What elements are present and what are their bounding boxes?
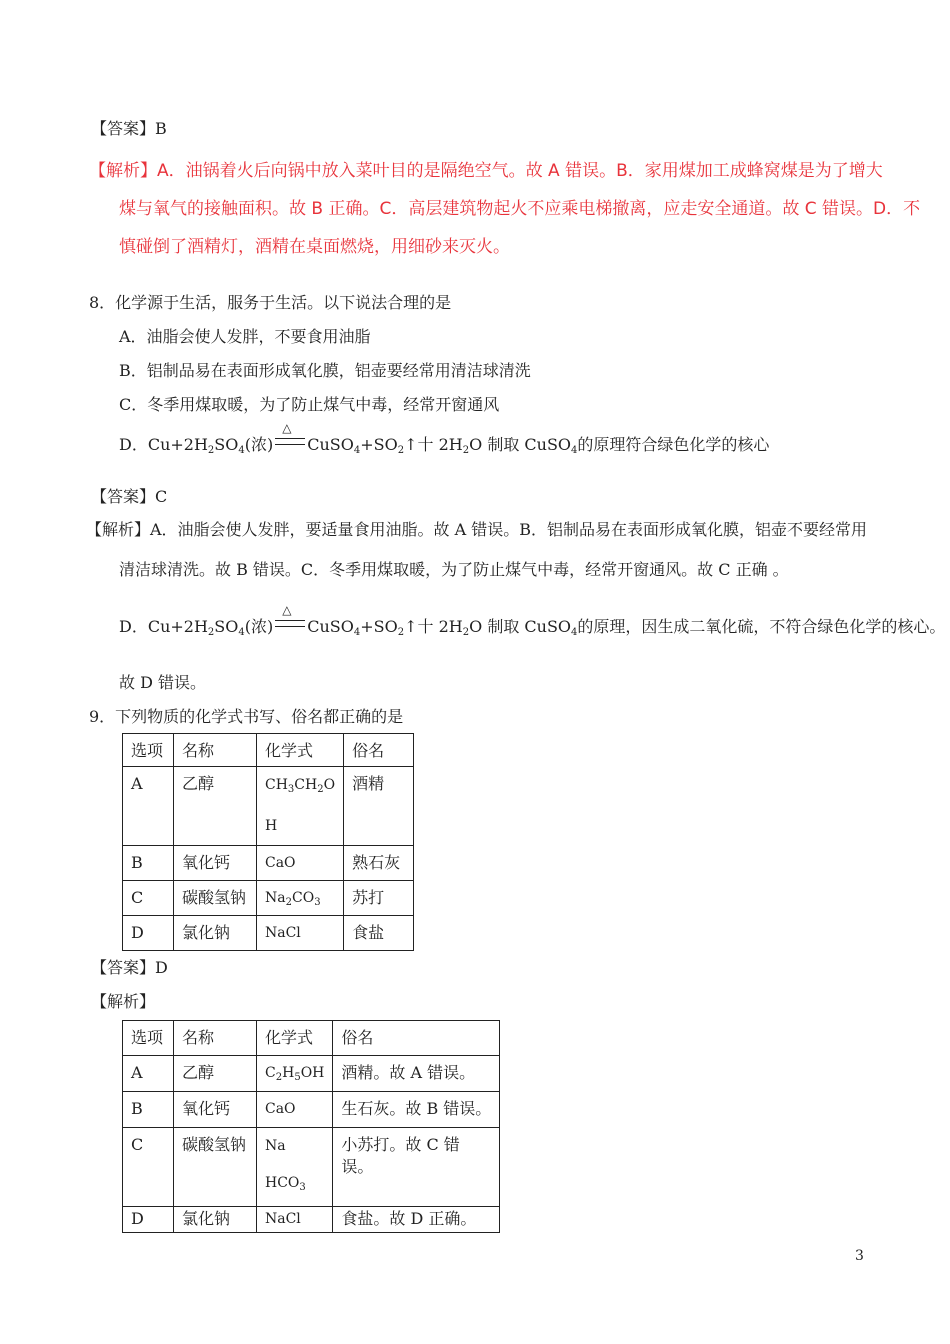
table-row: C 碳酸氢钠 $Na_2CO_3$ 苏打	[123, 881, 414, 916]
q7-answer: 【答案】B	[91, 119, 167, 138]
table-row: D 氯化钠 NaCl 食盐	[123, 916, 414, 951]
page-number: 3	[855, 1248, 864, 1264]
heating-condition-symbol: △	[273, 434, 307, 450]
heating-condition-symbol: △	[273, 616, 307, 632]
table-row: C 碳酸氢钠 Na $HCO_3$ 小苏打。故 C 错误。	[123, 1128, 500, 1207]
q7-analysis-line-2: 煤与氧气的接触面积。故 B 正确。C．高层建筑物起火不应乘电梯撤离，应走安全通道。故 C 错误。D．不	[119, 199, 921, 219]
q8-option-b: B．铝制品易在表面形成氧化膜，铝壶要经常用清洁球清洗	[119, 361, 531, 380]
table-row: A 乙醇 $C_2H_5OH$ 酒精。故 A 错误。	[123, 1056, 500, 1092]
q8-option-c: C．冬季用煤取暖，为了防止煤气中毒，经常开窗通风	[119, 395, 500, 414]
q9-analysis-label: 【解析】	[91, 992, 156, 1011]
q9-answer: 【答案】D	[91, 958, 168, 977]
q9-stem: 9．下列物质的化学式书写、俗名都正确的是	[89, 707, 404, 726]
q8-option-d: D．$Cu+2H_2SO_4$(浓) △ $CuSO_4+SO_2↑$十 $2H_2O$ 制取 CuSO$_4$的原理符合绿色化学的核心	[119, 421, 770, 456]
table-header-row: 选项 名称 化学式 俗名	[123, 1021, 500, 1056]
q8-analysis-line-1: 【解析】A．油脂会使人发胖，要适量食用油脂。故 A 错误。B．铝制品易在表面形成氧化膜，铝壶不要经常用	[86, 520, 868, 539]
q8-analysis-line-4: 故 D 错误。	[119, 673, 207, 692]
q7-analysis-label: 【解析】	[89, 161, 157, 181]
q8-answer: 【答案】C	[91, 487, 168, 506]
q9-analysis-table	[122, 1020, 500, 1233]
q8-analysis-line-3: D．$Cu+2H_2SO_4$(浓) △ $CuSO_4+SO_2↑$十 $2H_2O$ 制取 CuSO$_4$的原理，因生成二氧化硫，不符合绿色化学的核心。	[119, 603, 946, 638]
q8-analysis-line-2: 清洁球清洗。故 B 错误。C．冬季用煤取暖，为了防止煤气中毒，经常开窗通风。故 C 正确 。	[119, 560, 789, 579]
table-row: B 氧化钙 CaO 生石灰。故 B 错误。	[123, 1092, 500, 1128]
q7-analysis-line-3: 慎碰倒了酒精灯，酒精在桌面燃烧，用细砂来灭火。	[119, 237, 510, 257]
table-row: D 氯化钠 NaCl 食盐。故 D 正确。	[123, 1207, 500, 1233]
table-row: B 氧化钙 CaO 熟石灰	[123, 846, 414, 881]
table-row: A 乙醇 $CH_3CH_2O$ H 酒精	[123, 767, 414, 846]
q8-stem: 8．化学源于生活，服务于生活。以下说法合理的是	[89, 293, 452, 312]
q7-analysis-line-1: 【解析】A．油锅着火后向锅中放入菜叶目的是隔绝空气。故 A 错误。B．家用煤加工成蜂窝煤是为了增大	[89, 161, 883, 181]
table-header-row: 选项 名称 化学式 俗名	[123, 734, 414, 767]
q8-option-a: A．油脂会使人发胖，不要食用油脂	[119, 327, 371, 346]
q9-options-table	[122, 733, 414, 951]
